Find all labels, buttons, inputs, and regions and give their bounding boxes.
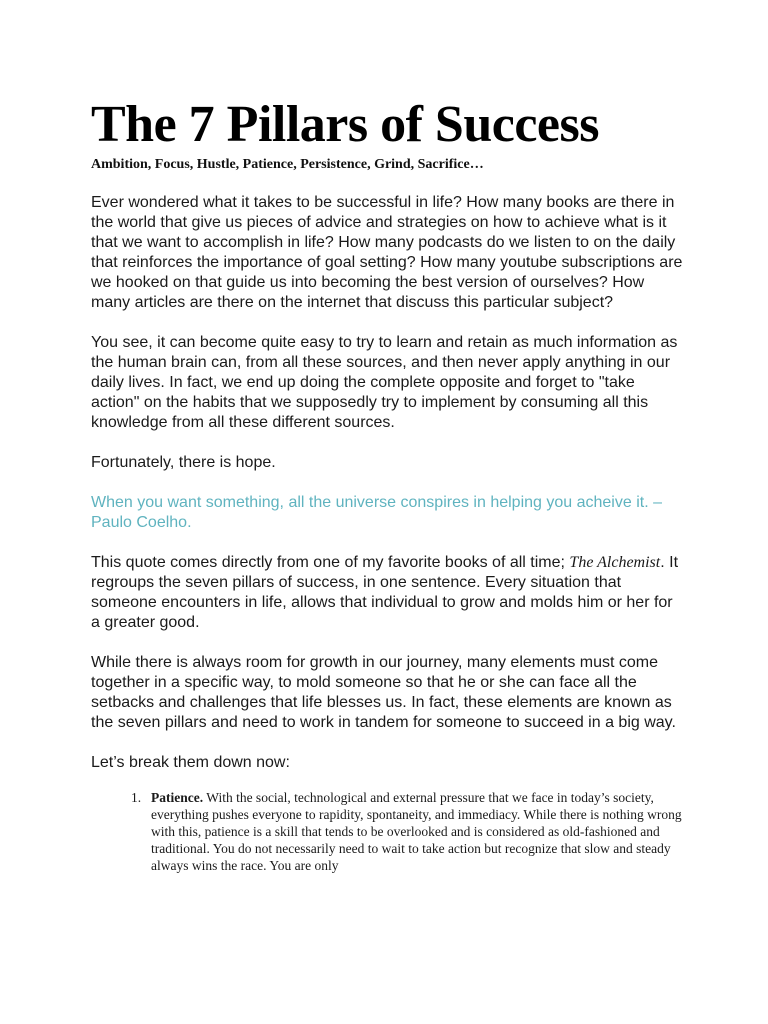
paragraph-4-start: This quote comes directly from one of my favorite books of all time;	[91, 554, 570, 571]
paragraph-6: Let’s break them down now:	[91, 754, 290, 771]
paragraph-4-end: . It regroups the seven pillars of success, in one sentence. Every situation that someone encounters in life, allows that individual to grow and molds him or her for a greater good.	[91, 554, 679, 631]
document-title: The 7 Pillars of Success	[91, 96, 599, 153]
list-item-number: 1.	[131, 790, 142, 805]
book-title: The Alchemist	[569, 554, 661, 571]
list-item-term: Patience.	[151, 790, 204, 805]
list-item	[131, 789, 684, 874]
pillars-list	[91, 789, 684, 874]
paragraph-2: You see, it can become quite easy to try to learn and retain as much information as the human brain can, from all these sources, and then never apply anything in our daily lives. In fact, we end up doing the complete opposite and forget to "take action" on the habits that we supposedly try to implement by consuming all this knowledge from all these different sources.	[91, 334, 678, 431]
quote-paragraph: When you want something, all the universe conspires in helping you acheive it. – Paulo Coelho.	[91, 494, 662, 531]
list-item-text: With the social, technological and external pressure that we face in today’s society, everything pushes everyone to rapidity, spontaneity, and immediacy. While there is nothing wrong with this, patience is a skill that tends to be overlooked and is considered as old-fashioned and traditional. You do not necessarily need to wait to take action but recognize that slow and steady always wins the race. You are only	[151, 790, 682, 873]
paragraph-4	[91, 553, 684, 633]
document-subtitle: Ambition, Focus, Hustle, Patience, Persistence, Grind, Sacrifice…	[91, 157, 484, 172]
paragraph-1: Ever wondered what it takes to be successful in life? How many books are there in the world that give us pieces of advice and strategies on how to achieve what is it that we want to accomplish in life? How many podcasts do we listen to on the daily that reinforces the importance of goal setting? How many youtube subscriptions are we hooked on that guide us into becoming the best version of ourselves? How many articles are there on the internet that discuss this particular subject?	[91, 194, 683, 311]
paragraph-5: While there is always room for growth in our journey, many elements must come together in a specific way, to mold someone so that he or she can face all the setbacks and challenges that life blesses us. In fact, these elements are known as the seven pillars and need to work in tandem for someone to succeed in a big way.	[91, 654, 676, 731]
paragraph-3: Fortunately, there is hope.	[91, 454, 276, 471]
